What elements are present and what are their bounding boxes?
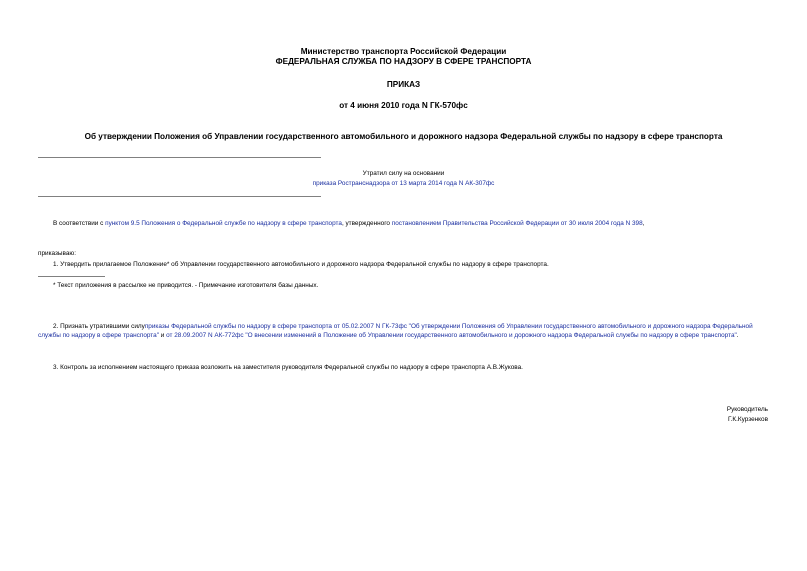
- item-2-text-3: .: [736, 331, 739, 339]
- footnote: * Текст приложения в рассылке не приводится. - Примечание изготовителя базы данных.: [53, 282, 319, 289]
- item-1: 1. Утвердить прилагаемое Положение* об Управлении государственного автомобильного и дорожного надзора Федеральной службы по надзору в сфере транспорта.: [53, 261, 549, 268]
- ministry-heading: Министерство транспорта Российской Федерации: [300, 47, 507, 56]
- preamble-text-2: , утвержденного: [341, 220, 392, 227]
- status-link-row: [0, 180, 807, 189]
- repeal-order-link[interactable]: приказа Ространснадзора от 13 марта 2014 года N АК-307фс: [312, 180, 495, 187]
- item-3: 3. Контроль за исполнением настоящего приказа возложить на заместителя руководителя Федеральной службы по надзору в сфере транспорта А.В.Жукова.: [53, 364, 523, 371]
- doc-date: от 4 июня 2010 года N ГК-570фс: [339, 101, 468, 110]
- order-word: приказываю:: [38, 250, 76, 257]
- item-2-text-2: и: [158, 331, 167, 339]
- signature-name: Г.К.Курзенков: [727, 416, 768, 423]
- divider-top: [38, 157, 321, 158]
- item-2: [38, 323, 774, 340]
- item-2-text-1: 2. Признать утратившими силу: [53, 323, 145, 330]
- regulation-point-link[interactable]: пунктом 9.5 Положения о Федеральной службе по надзору в сфере транспорта: [105, 220, 342, 227]
- preamble-paragraph: [53, 220, 644, 229]
- document-title: Об утверждении Положения об Управлении государственного автомобильного и дорожного надзора Федеральной службы по надзору в сфере транспорта: [84, 132, 723, 141]
- service-heading: ФЕДЕРАЛЬНАЯ СЛУЖБА ПО НАДЗОРУ В СФЕРЕ ТРАНСПОРТА: [275, 57, 532, 66]
- signature-position: Руководитель: [726, 406, 768, 413]
- divider-bottom: [38, 196, 321, 197]
- doc-type: ПРИКАЗ: [386, 80, 421, 89]
- status-line: Утратил силу на основании: [362, 170, 445, 177]
- order-gk73-link[interactable]: приказы Федеральной службы по надзору в сфере транспорта от 05.02.2007 N ГК-73фс "Об утверждении Положения об Управлении государственного автомобильного и дорожного надзора Федеральной службы по надзору в сфере транспорта": [38, 323, 753, 339]
- preamble-text-1: В соответствии с: [53, 220, 106, 227]
- preamble-text-3: ,: [642, 220, 645, 227]
- government-decree-link[interactable]: постановлением Правительства Российской Федерации от 30 июля 2004 года N 398: [391, 220, 643, 227]
- order-ak772-link[interactable]: от 28.09.2007 N АК-772фс "О внесении изменений в Положение об Управлении государственного автомобильного и дорожного надзора Федеральной службы по надзору в сфере транспорта": [166, 331, 737, 339]
- footnote-divider: [38, 276, 105, 277]
